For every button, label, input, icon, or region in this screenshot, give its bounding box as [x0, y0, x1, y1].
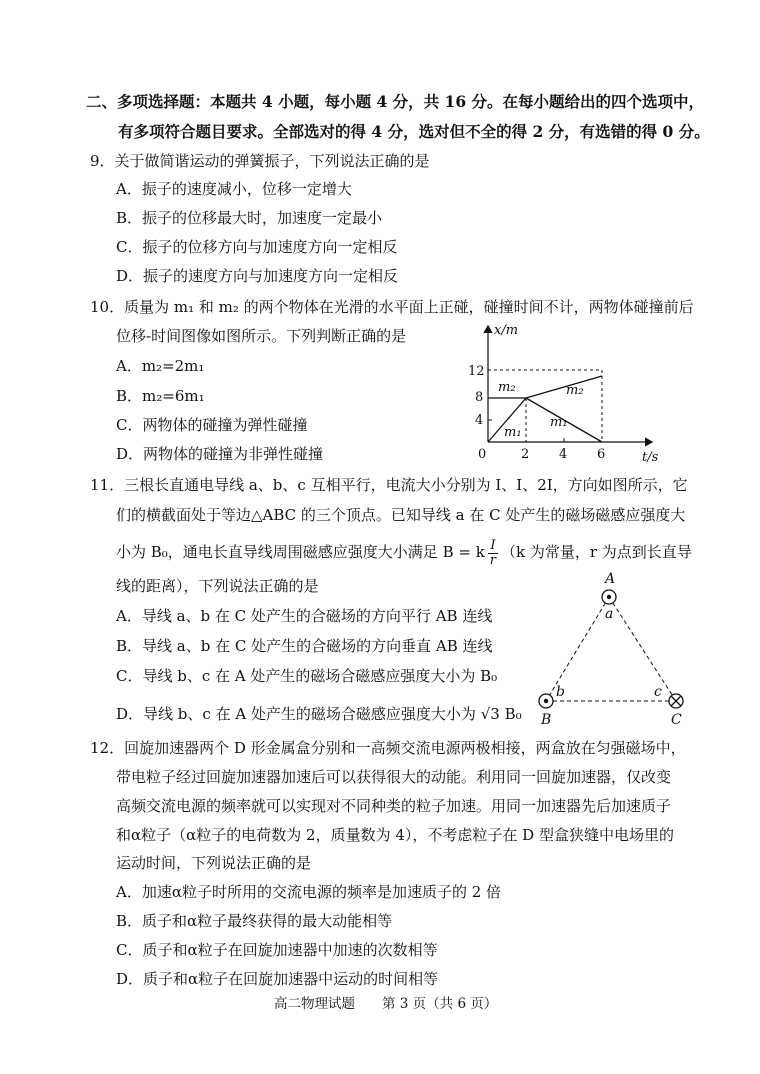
wire-label-b: b	[556, 684, 565, 700]
graph-x-tick-2: 2	[521, 447, 530, 462]
question-9-option-c: C．振子的位移方向与加速度方向一定相反	[116, 238, 398, 256]
vertex-label-a: A	[605, 571, 616, 587]
graph-x-axis-label: t/s	[642, 450, 659, 465]
question-9-option-d: D．振子的速度方向与加速度方向一定相反	[116, 267, 399, 285]
section-header-line-2: 有多项符合题目要求。全部选对的得 4 分，选对但不全的得 2 分，有选错的得 0 分。	[118, 122, 710, 141]
question-11-stem-line-4: 线的距离），下列说法正确的是	[116, 577, 319, 595]
graph-x-tick-6: 6	[597, 447, 606, 462]
question-10-option-c: C．两物体的碰撞为弹性碰撞	[116, 416, 308, 434]
question-12-stem-line-1: 12．回旋加速器两个 D 形金属盒分别和一高频交流电源两极相接，两盒放在匀强磁场中，	[90, 739, 686, 757]
graph-label-m1-after: m₁	[550, 415, 568, 430]
graph-label-m2-before: m₂	[498, 380, 516, 395]
question-10-option-a: A．m₂=2m₁	[116, 357, 205, 375]
question-11-option-a: A．导线 a、b 在 C 处产生的合磁场的方向平行 AB 连线	[116, 607, 493, 625]
question-12-option-a: A．加速α粒子时所用的交流电源的频率是加速质子的 2 倍	[116, 883, 502, 901]
question-11-stem-line-3-part-a: 小为 B₀，通电长直导线周围磁感应强度大小满足 B = k	[116, 543, 485, 561]
series-2-segment-2	[526, 376, 602, 398]
question-9-option-a: A．振子的速度减小，位移一定增大	[116, 180, 352, 198]
question-10-option-d: D．两物体的碰撞为非弹性碰撞	[116, 445, 324, 463]
formula-denominator: r	[489, 552, 497, 568]
wire-c-into-page-icon	[669, 694, 683, 708]
graph-y-tick-4: 4	[475, 413, 484, 428]
question-12-stem-line-3: 高频交流电源的频率就可以实现对不同种类的粒子加速。用同一加速器先后加速质子	[116, 797, 672, 815]
wire-label-a: a	[605, 606, 614, 622]
formula-numerator: I	[488, 539, 498, 554]
question-11-stem-line-3	[116, 534, 692, 570]
question-11-stem-line-1: 11．三根长直通电导线 a、b、c 互相平行，电流大小分别为 I、I、2I，方向如图所示，它	[90, 476, 688, 494]
vertex-label-b: B	[541, 712, 552, 728]
question-11-option-c: C．导线 b、c 在 A 处产生的磁场合磁感应强度大小为 B₀	[116, 667, 498, 685]
question-11-stem-line-2: 们的横截面处于等边△ABC 的三个顶点。已知导线 a 在 C 处产生的磁场磁感应强度大	[116, 506, 686, 524]
question-12-option-b: B．质子和α粒子最终获得的最大动能相等	[116, 912, 393, 930]
question-11-option-b: B．导线 a、b 在 C 处产生的合磁场的方向垂直 AB 连线	[116, 637, 493, 655]
question-9-stem: 9．关于做简谐运动的弹簧振子，下列说法正确的是	[90, 152, 430, 170]
question-10-position-time-graph	[462, 318, 668, 466]
question-11-option-d: D．导线 b、c 在 A 处产生的磁场合磁感应强度大小为 √3 B₀	[116, 705, 522, 723]
graph-y-axis-label: x/m	[494, 323, 519, 338]
graph-x-tick-4: 4	[559, 447, 568, 462]
graph-origin-label: 0	[478, 447, 487, 462]
section-header-line-1: 二、多项选择题：本题共 4 小题，每小题 4 分，共 16 分。在每小题给出的四个选项中，	[86, 92, 705, 111]
graph-label-m1-before: m₁	[504, 425, 522, 440]
question-11-stem-line-3-part-b: （k 为常量，r 为点到长直导	[501, 543, 692, 561]
question-10-stem-line-1: 10．质量为 m₁ 和 m₂ 的两个物体在光滑的水平面上正碰，碰撞时间不计，两物体碰撞前后	[90, 298, 694, 316]
footer-page-number: 第 3 页（共 6 页）	[382, 996, 498, 1012]
graph-y-tick-8: 8	[475, 390, 484, 405]
formula-fraction	[488, 539, 498, 568]
graph-label-m2-after: m₂	[566, 383, 584, 398]
footer-title: 高二物理试题	[274, 996, 355, 1012]
wire-a-out-of-page-icon	[602, 590, 616, 604]
triangle-side-ac	[609, 597, 676, 701]
question-11-triangle-figure	[530, 570, 700, 730]
vertex-label-c: C	[671, 712, 682, 728]
question-9-option-b: B．振子的位移最大时，加速度一定最小	[116, 209, 383, 227]
question-12-stem-line-5: 运动时间，下列说法正确的是	[116, 854, 312, 872]
wire-b-out-of-page-icon	[539, 694, 553, 708]
question-12-stem-line-4: 和α粒子（α粒子的电荷数为 2，质量数为 4），不考虑粒子在 D 型盒狭缝中电场里的	[116, 826, 674, 844]
question-10-stem-line-2: 位移-时间图像如图所示。下列判断正确的是	[116, 327, 407, 345]
question-10-option-b: B．m₂=6m₁	[116, 387, 205, 405]
wire-label-c: c	[654, 684, 662, 700]
graph-y-tick-12: 12	[468, 364, 485, 379]
question-12-stem-line-2: 带电粒子经过回旋加速器加速后可以获得很大的动能。利用同一回旋加速器，仅改变	[116, 768, 672, 786]
question-12-option-c: C．质子和α粒子在回旋加速器中加速的次数相等	[116, 941, 438, 959]
question-12-option-d: D．质子和α粒子在回旋加速器中运动的时间相等	[116, 970, 439, 988]
